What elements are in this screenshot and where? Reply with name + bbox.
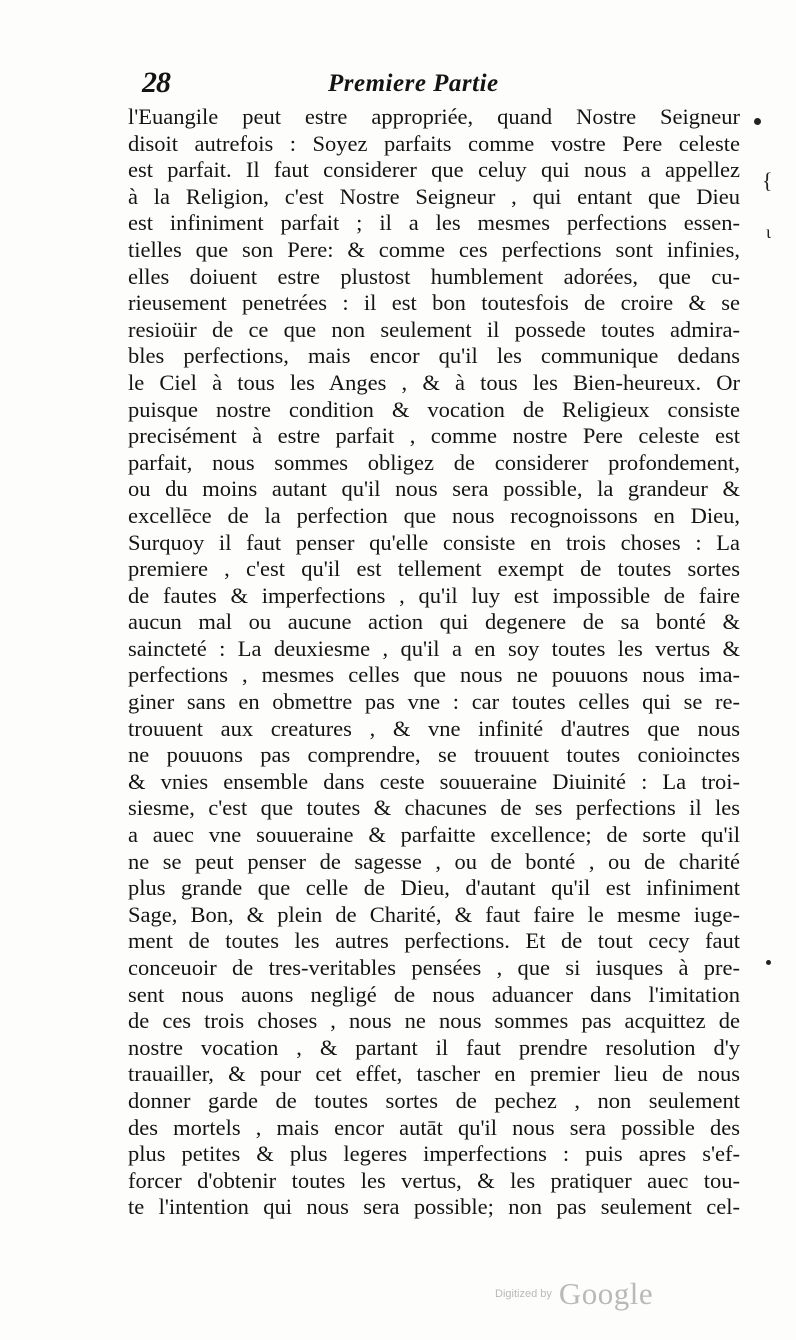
text-line: plus petites & plus legeres imperfections : puis apres s'ef- xyxy=(128,1141,740,1167)
text-line: conceuoir de tres-veritables pensées , que si iusques à pre- xyxy=(128,955,740,980)
text-line: disoit autrefois : Soyez parfaits comme vostre Pere celeste xyxy=(128,130,740,156)
text-line: bles perfections, mais encor qu'il les communique dedans xyxy=(128,343,740,369)
text-line: parfait, nous sommes obligez de considerer profondement, xyxy=(128,449,740,475)
text-line: le Ciel à tous les Anges , & à tous les Bien-heureux. Or xyxy=(128,369,740,395)
text-line: sent nous auons negligé de nous aduancer dans l'imitation xyxy=(128,981,740,1007)
text-line: puisque nostre condition & vocation de Religieux consiste xyxy=(128,396,740,422)
text-line: ne pouuons pas comprendre, se trouuent toutes conioinctes xyxy=(128,742,740,768)
text-line: des mortels , mais encor autāt qu'il nous sera possible des xyxy=(128,1114,740,1140)
text-line: te l'intention qui nous sera possible; non pas seulement cel- xyxy=(128,1194,740,1220)
page-number: 28 xyxy=(142,66,170,99)
text-line: l'Euangile peut estre appropriée, quand Nostre Seigneur xyxy=(128,104,740,129)
text-line: tielles que son Pere: & comme ces perfections sont infinies, xyxy=(128,236,740,262)
text-line: Sage, Bon, & plein de Charité, & faut faire le mesme iuge- xyxy=(128,901,740,927)
text-line: elles doiuent estre plustost humblement adorées, que cu- xyxy=(128,263,740,289)
text-line: de fautes & imperfections , qu'il luy est impossible de faire xyxy=(128,582,740,608)
text-line: resioüir de ce que non seulement il possede toutes admira- xyxy=(128,316,740,342)
text-line: plus grande que celle de Dieu, d'autant qu'il est infiniment xyxy=(128,875,740,901)
google-logo: Google xyxy=(558,1276,654,1311)
text-line: est parfait. Il faut considerer que celuy qui nous a appellez xyxy=(128,157,740,183)
text-line: & vnies ensemble dans ceste souueraine Diuinité : La troi- xyxy=(128,768,740,794)
text-line: trauailler, & pour cet effet, tascher en premier lieu de nous xyxy=(128,1061,740,1087)
text-line: nostre vocation , & partant il faut prendre resolution d'y xyxy=(128,1034,740,1060)
text-line: à la Religion, c'est Nostre Seigneur , qui entant que Dieu xyxy=(128,183,740,209)
text-line: Surquoy il faut penser qu'elle consiste en trois choses : La xyxy=(128,529,740,555)
text-line: de ces trois choses , nous ne nous sommes pas acquittez de xyxy=(128,1008,740,1034)
watermark-caption: Digitized by xyxy=(495,1288,552,1300)
margin-bracket-mark: { xyxy=(762,168,773,193)
text-line: est infiniment parfait ; il a les mesmes perfections essen- xyxy=(128,210,740,236)
text-line: aucun mal ou aucune action qui degenere de sa bonté & xyxy=(128,609,740,635)
text-line: excellēce de la perfection que nous recognoissons en Dieu, xyxy=(128,502,740,528)
text-line: siesme, c'est que toutes & chacunes de ses perfections il les xyxy=(128,795,740,821)
google-watermark xyxy=(495,1276,653,1316)
text-line: ou du moins autant qu'il nous sera possible, la grandeur & xyxy=(128,476,740,502)
text-line: saincteté : La deuxiesme , qu'il a en soy toutes les vertus & xyxy=(128,635,740,661)
text-line: premiere , c'est qu'il est tellement exempt de toutes sortes xyxy=(128,556,740,582)
body-text xyxy=(128,104,740,1221)
text-line: ne se peut penser de sagesse , ou de bonté , ou de charité xyxy=(128,848,740,874)
text-line: forcer d'obtenir toutes les vertus, & les pratiquer auec tou- xyxy=(128,1167,740,1193)
text-line: donner garde de toutes sortes de pechez , non seulement xyxy=(128,1087,740,1113)
page-header xyxy=(142,66,622,102)
text-line: ment de toutes les autres perfections. Et de tout cecy faut xyxy=(128,928,740,954)
text-line: perfections , mesmes celles que nous ne pouuons nous ima- xyxy=(128,662,740,688)
text-line: a auec vne souueraine & parfaitte excellence; de sorte qu'il xyxy=(128,822,740,848)
text-line: rieusement penetrées : il est bon toutesfois de croire & se xyxy=(128,290,740,316)
running-head: Premiere Partie xyxy=(328,70,499,97)
text-line: trouuent aux creatures , & vne infinité d'autres que nous xyxy=(128,715,740,741)
margin-dot-mark xyxy=(754,118,761,125)
margin-dot-mark xyxy=(766,960,771,965)
text-line: giner sans en obmettre pas vne : car toutes celles qui se re- xyxy=(128,689,740,715)
margin-tick-mark: ι xyxy=(766,222,771,242)
text-line: precisément à estre parfait , comme nostre Pere celeste est xyxy=(128,423,740,449)
